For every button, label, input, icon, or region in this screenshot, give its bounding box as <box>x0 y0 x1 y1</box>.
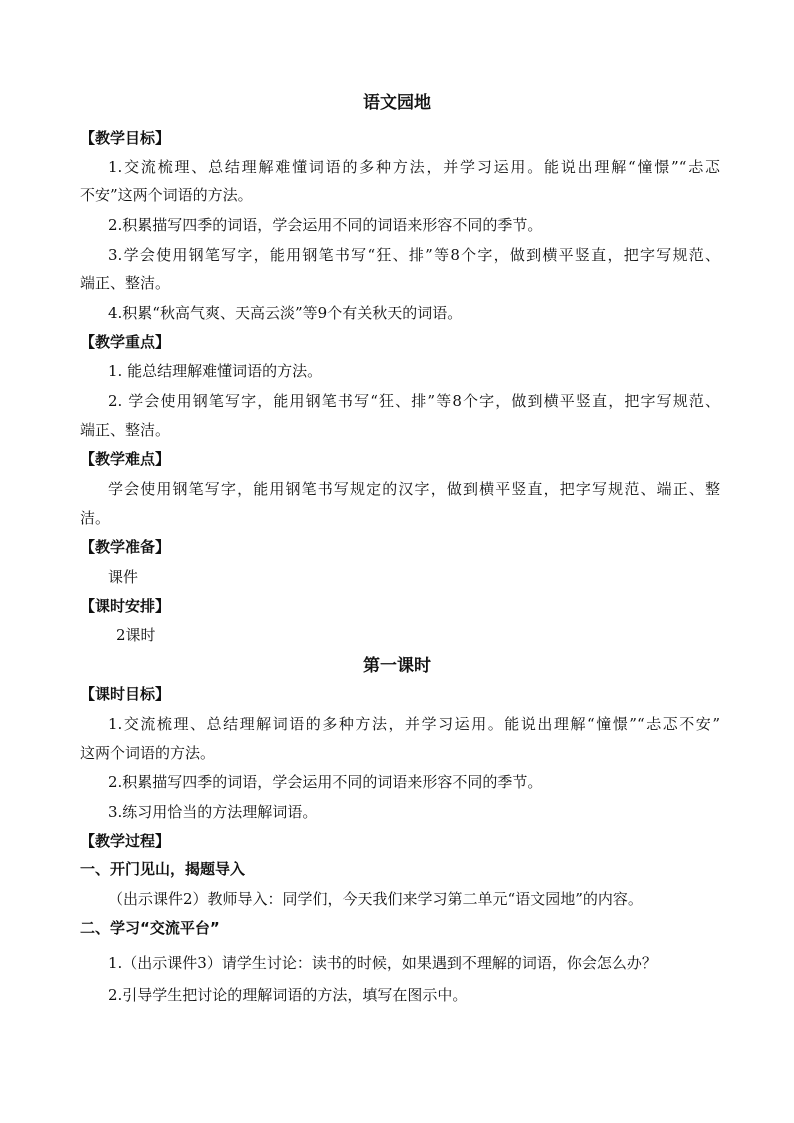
section-heading-goals: 【教学目标】 <box>80 129 171 147</box>
section-heading-prep: 【教学准备】 <box>80 538 171 556</box>
section-heading-process: 【教学过程】 <box>80 832 171 850</box>
lesson-1-title: 第一课时 <box>363 656 431 676</box>
lesson-goal-3: 3.练习用恰当的方法理解词语。 <box>108 803 318 821</box>
process-paragraph-3: 2.引导学生把讨论的理解词语的方法，填写在图示中。 <box>108 986 468 1004</box>
section-heading-focus: 【教学重点】 <box>80 333 171 351</box>
lesson-goal-1-line-2: 这两个词语的方法。 <box>80 744 216 762</box>
schedule-item: 2课时 <box>116 626 156 644</box>
focus-2-line-2: 端正、整洁。 <box>80 421 171 439</box>
goal-1-line-2: 不安”这两个词语的方法。 <box>80 186 253 204</box>
goal-3-line-2: 端正、整洁。 <box>80 274 171 292</box>
focus-1: 1. 能总结理解难懂词语的方法。 <box>108 362 323 380</box>
difficulty-line-1: 学会使用钢笔写字，能用钢笔书写规定的汉字，做到横平竖直，把字写规范、端正、整 <box>108 480 720 498</box>
section-heading-difficulty: 【教学难点】 <box>80 450 171 468</box>
process-heading-1: 一、开门见山，揭题导入 <box>80 860 246 878</box>
difficulty-line-2: 洁。 <box>80 509 111 527</box>
lesson-goal-1-line-1: 1.交流梳理、总结理解词语的多种方法，并学习运用。能说出理解“憧憬”“忐忑不安” <box>108 715 720 733</box>
goal-3-line-1: 3.学会使用钢笔写字，能用钢笔书写“狂、排”等8个字，做到横平竖直，把字写规范、 <box>108 246 720 264</box>
process-paragraph-2: 1.（出示课件3）请学生讨论：读书的时候，如果遇到不理解的词语，你会怎么办？ <box>108 954 657 972</box>
focus-2-line-1: 2. 学会使用钢笔写字，能用钢笔书写“狂、排”等8个字，做到横平竖直，把字写规范、 <box>108 392 720 410</box>
section-heading-lesson-goals: 【课时目标】 <box>80 685 171 703</box>
process-heading-2: 二、学习“交流平台” <box>80 919 220 937</box>
lesson-goal-2: 2.积累描写四季的词语，学会运用不同的词语来形容不同的季节。 <box>108 773 543 791</box>
section-heading-schedule: 【课时安排】 <box>80 597 171 615</box>
process-paragraph-1: （出示课件2）教师导入：同学们，今天我们来学习第二单元“语文园地”的内容。 <box>108 890 643 908</box>
document-title: 语文园地 <box>363 93 431 113</box>
goal-1-line-1: 1.交流梳理、总结理解难懂词语的多种方法，并学习运用。能说出理解“憧憬”“忐忑 <box>108 158 720 176</box>
goal-4: 4.积累“秋高气爽、天高云淡”等9个有关秋天的词语。 <box>108 304 463 322</box>
goal-2: 2.积累描写四季的词语，学会运用不同的词语来形容不同的季节。 <box>108 216 543 234</box>
prep-item: 课件 <box>108 568 139 586</box>
